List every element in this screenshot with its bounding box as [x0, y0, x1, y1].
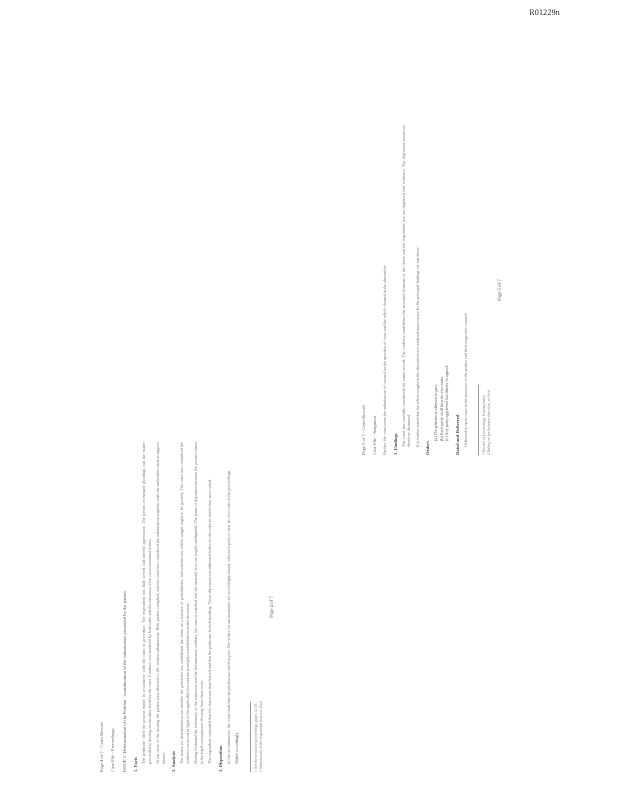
section-heading: 2. Analysis	[171, 751, 176, 772]
page-header-line: Page 4 of 7 - Court Record	[99, 722, 104, 772]
order-item: (b) Each party shall bear its own costs.	[438, 376, 444, 441]
section-heading: 1. Findings	[392, 433, 398, 455]
body-paragraph: Having evaluated the testimony of the witnesses and the documentary exhibits, the court is satisfied that the material facts are largely undisputed. The point of departure between the parties relates to the legal consequences flowing from those facts.	[193, 442, 204, 764]
left-page	[98, 442, 500, 772]
body-paragraph: The petitioner filed the present matter in accordance with the rules of procedure. The respondent was duly served and entered appearance. The parties exchanged pleadings and the matter proceeded to hearing on the dates fixed by the court. Evidence was tendered by both sides and the witnesses were cross-examined in turn.	[141, 442, 152, 764]
page-header-line: Case File - Judgment	[372, 416, 377, 455]
body-paragraph: At the close of the hearing the parties were directed to file written submissions. Both parties complied, and the court has considered the submissions together with the authorities cited in support thereof.	[155, 442, 166, 764]
intro-paragraph: Further, the court notes the submissions of counsel on the question of costs and the reliefs claimed in the alternative.	[382, 264, 387, 455]
page-number: Page 4 of 7	[269, 596, 275, 618]
body-paragraph: Orders accordingly.	[234, 731, 239, 764]
body-paragraph: In the circumstances, the court finds that the petition has merit in part. The orders set out hereunder are accordingly issued, with each party to bear its own costs of the proceedings.	[225, 469, 231, 764]
order-item: (c) Any party aggrieved has liberty to appeal.	[444, 365, 450, 441]
footnote-divider	[478, 385, 479, 455]
footnote: 4 Ruling on preliminary objection, as filed.	[487, 389, 492, 455]
body-paragraph: The respondent contended that the claim was time-barred and that the petitioner lacked standing. These objections are addressed below in the order in which they were raised.	[207, 478, 212, 764]
footnote: 2 Submissions of the respondent dated as filed.	[258, 700, 263, 772]
orders-heading: Orders	[425, 440, 430, 455]
order-item: (a) The petition is allowed in part.	[433, 383, 438, 441]
section-heading: 1. Facts	[133, 756, 138, 772]
footnote: 1 See the record of proceedings, pages 12-18.	[253, 702, 258, 772]
right-page	[360, 125, 590, 455]
body-paragraph: The court has carefully considered the entire record. The evidence establishes the essential elements of the claim and the respondent has not displaced that evidence. The objections raised are therefore dismissed.	[400, 125, 411, 447]
document-id: R01229n	[529, 8, 560, 17]
body-paragraph: The issues for determination are whether the petitioner has established the claim on a balance of probabilities, and whether the reliefs sought ought to be granted. The court has considered the evidence on record in light of the applicable law and the principles established in earlier decisions.	[179, 442, 190, 764]
body-paragraph: It is further noted that the reliefs sought in the alternative are rendered unnecessary by the principal findings set out above.	[414, 246, 420, 447]
footnote: 3 Record of proceedings, hearing notes.	[482, 394, 487, 455]
page-subtitle: ISSUE 1: Determination of the Petition - consideration of the submissions presented by the parties.	[122, 589, 127, 772]
page-header-line: Case File - Proceedings	[110, 728, 115, 772]
closing-paragraph: Delivered in open court in the presence of the parties and their respective counsel.	[462, 312, 468, 447]
footnote-divider	[250, 702, 251, 772]
closing-heading: Dated and Delivered	[454, 414, 460, 455]
page-header-line: Page 5 of 7 - Court Record	[361, 405, 366, 455]
section-heading: 3. Disposition	[217, 745, 223, 772]
page-number: Page 5 of 7	[498, 279, 504, 301]
